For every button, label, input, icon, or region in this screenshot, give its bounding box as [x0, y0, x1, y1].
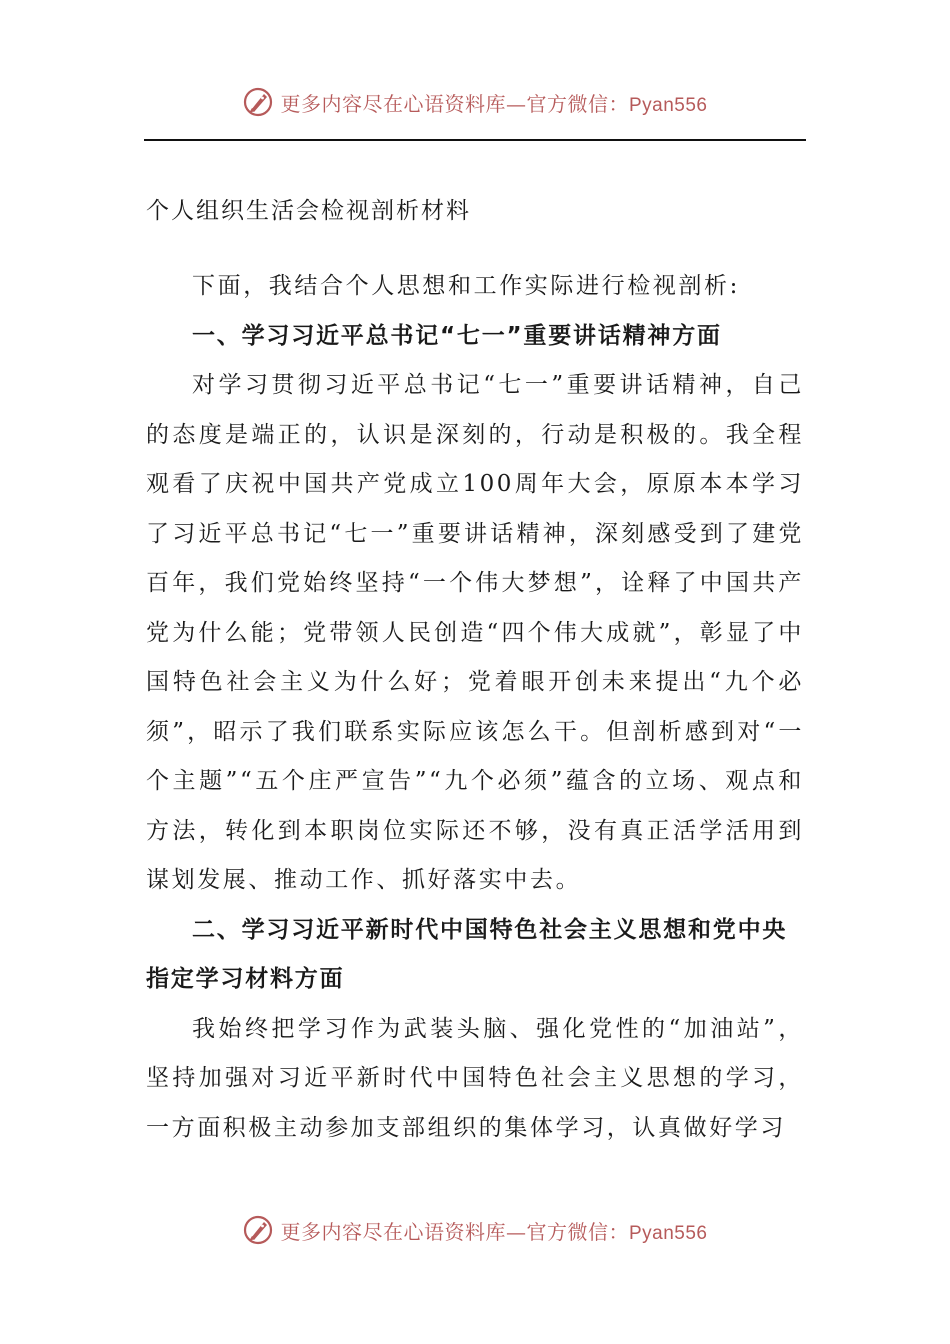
banner-text: 更多内容尽在心语资料库—官方微信：Pyan556	[280, 91, 708, 116]
header-banner	[0, 80, 950, 124]
banner-wechat-id: Pyan556	[628, 1222, 708, 1244]
section-1-body: 对学习贯彻习近平总书记“七一”重要讲话精神，自己的态度是端正的，认识是深刻的，行动是积极的。我全程观看了庆祝中国共产党成立100周年大会，原原本本学习了习近平总书记“七一”重要讲话精神，深刻感受到了建党百年，我们党始终坚持“一个伟大梦想”，诠释了中国共产党为什么能；党带领人民创造“四个伟大成就”，彰显了中国特色社会主义为什么好；党着眼开创未来提出“九个必须”，昭示了我们联系实际应该怎么干。但剖析感到对“一个主题”“五个庄严宣告”“九个必须”蕴含的立场、观点和方法，转化到本职岗位实际还不够，没有真正活学活用到谋划发展、推动工作、抓好落实中去。	[146, 372, 804, 893]
section-2-body: 我始终把学习作为武装头脑、强化党性的“加油站”，坚持加强对习近平新时代中国特色社会主义思想的学习，一方面积极主动参加支部组织的集体学习，认真做好学习	[146, 1015, 804, 1141]
header-rule	[144, 139, 806, 141]
banner-text: 更多内容尽在心语资料库—官方微信：Pyan556	[280, 1219, 708, 1244]
section-1-heading: 一、学习习近平总书记“七一”重要讲话精神方面	[192, 322, 722, 349]
section-2-heading: 二、学习习近平新时代中国特色社会主义思想和党中央指定学习材料方面	[146, 916, 788, 992]
document-body	[146, 188, 804, 1153]
banner-wechat-id: Pyan556	[628, 94, 708, 116]
pen-nib-circle-icon	[242, 86, 274, 118]
footer-banner	[0, 1208, 950, 1252]
pen-nib-circle-icon	[242, 1214, 274, 1246]
document-title: 个人组织生活会检视剖析材料	[146, 198, 471, 224]
intro-paragraph: 下面，我结合个人思想和工作实际进行检视剖析:	[192, 273, 740, 299]
